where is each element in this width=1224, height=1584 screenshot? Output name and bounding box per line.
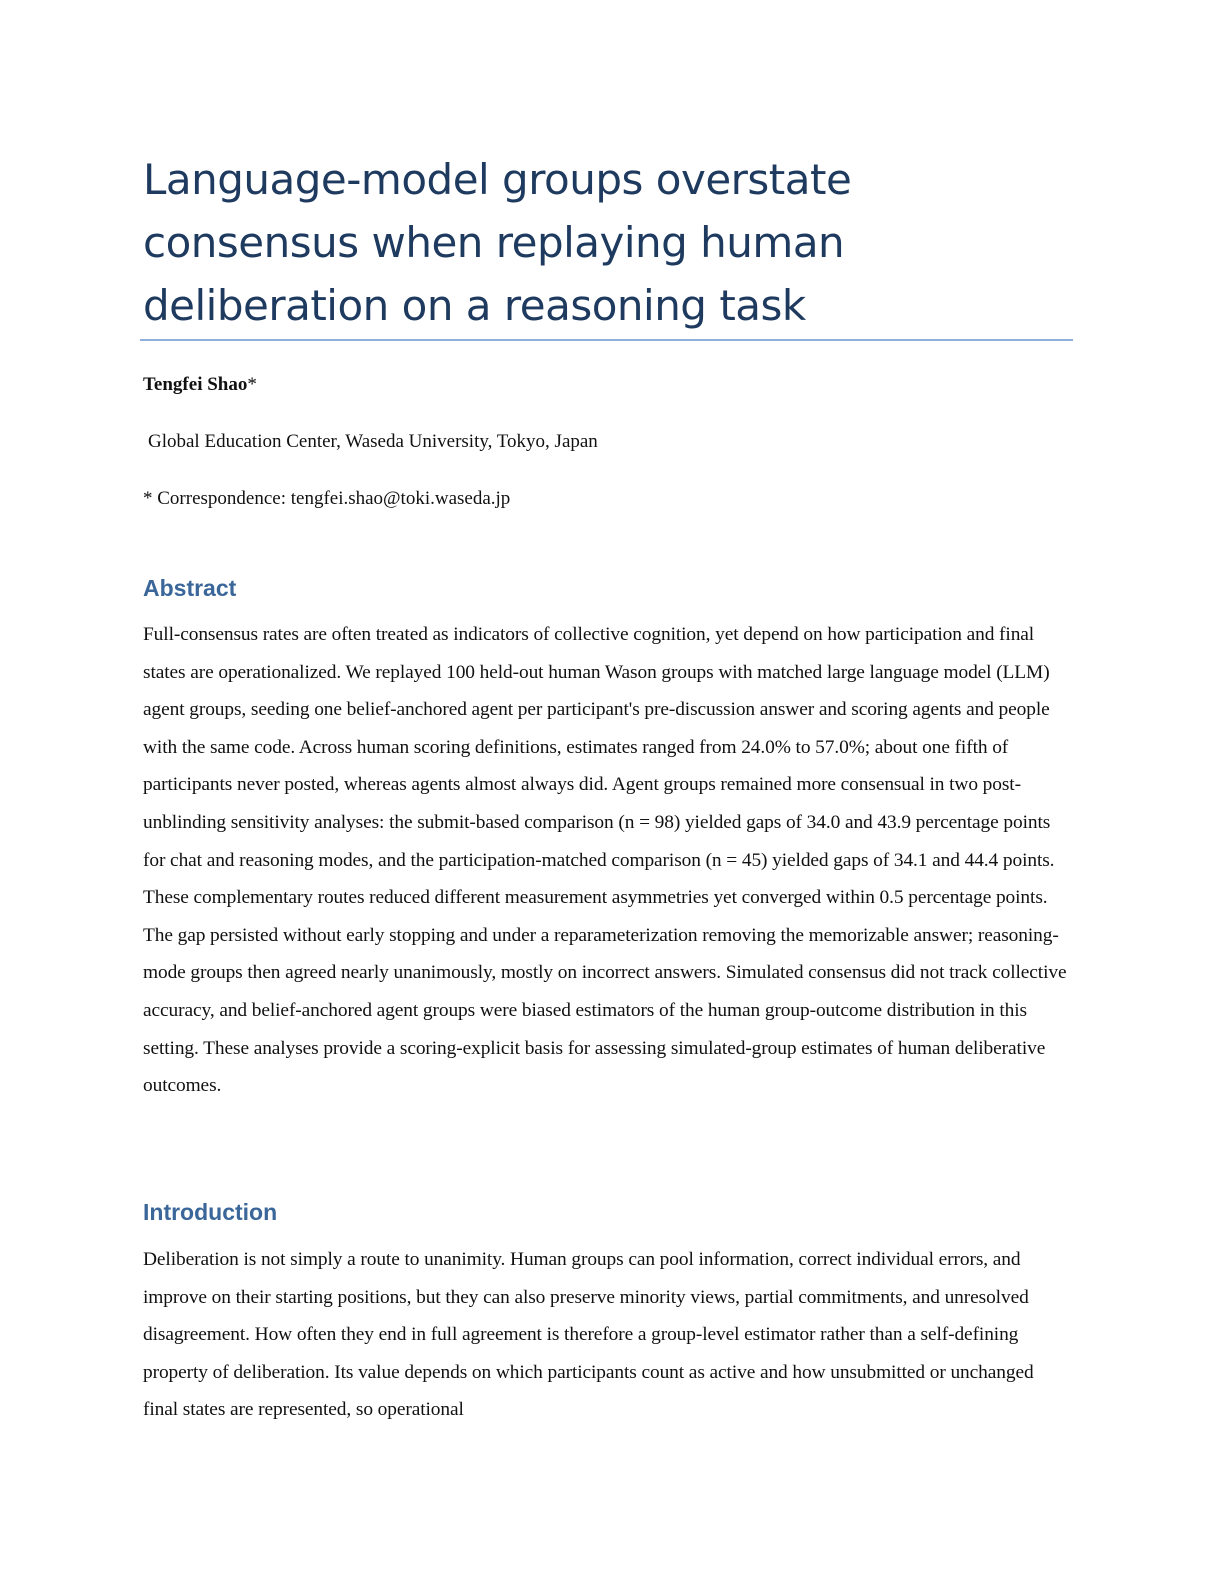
introduction-heading: Introduction [143,1199,278,1225]
abstract-heading: Abstract [143,575,237,601]
author-mark: * [247,374,257,395]
title-divider [140,339,1073,341]
author-name: Tengfei Shao [143,374,248,395]
introduction-text: Deliberation is not simply a route to unanimity. Human groups can pool information, correct individual errors, and improve on their starting positions, but they can also preserve minority views, partial commitments, and unresolved disagreement. How often they end in full agreement is therefore a group-level estimator rather than a self-defining property of deliberation. Its value depends on which participants count as active and how unsubmitted or unchanged final states are represented, so operational [143,1249,1034,1421]
abstract-text: Full-consensus rates are often treated as indicators of collective cognition, yet depend on how participation and final states are operationalized. We replayed 100 held-out human Wason groups with matched large language model (LLM) agent groups, seeding one belief-anchored agent per participant's pre-discussion answer and scoring agents and people with the same code. Across human scoring definitions, estimates ranged from 24.0% to 57.0%; about one fifth of participants never posted, whereas agents almost always did. Agent groups remained more consensual in two post-unblinding sensitivity analyses: the submit-based comparison (n = 98) yielded gaps of 34.0 and 43.9 percentage points for chat and reasoning modes, and the participation-matched comparison (n = 45) yielded gaps of 34.1 and 44.4 points. These complementary routes reduced different measurement asymmetries yet converged within 0.5 percentage points. The gap persisted without early stopping and under a reparameterization removing the memorizable answer; reasoning-mode groups then agreed nearly unanimously, mostly on incorrect answers. Simulated consensus did not track collective accuracy, and belief-anchored agent groups were biased estimators of the human group-outcome distribution in this setting. These analyses provide a scoring-explicit basis for assessing simulated-group estimates of human deliberative outcomes. [143,624,1067,1097]
author-line [143,373,257,397]
affiliation: Global Education Center, Waseda University, Tokyo, Japan [148,431,598,452]
correspondence: * Correspondence: tengfei.shao@toki.waseda.jp [143,488,511,509]
paper-title: Language-model groups overstate consensus when replaying human deliberation on a reasoning task [143,155,852,330]
